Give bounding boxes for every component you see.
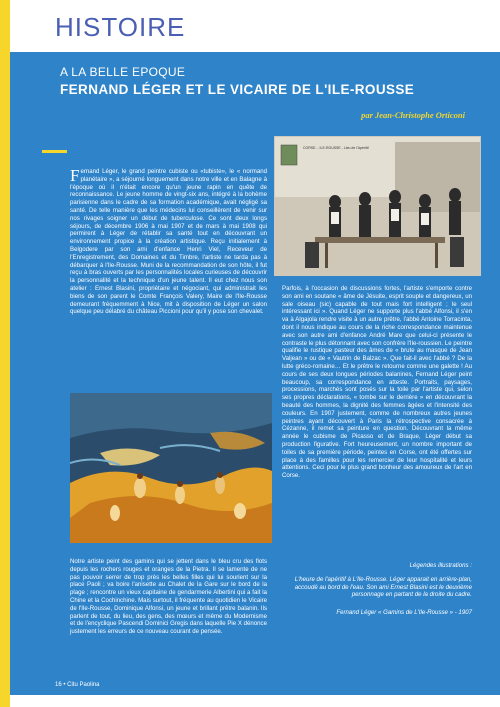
painting-image [70,393,272,543]
legend-photo: L'heure de l'apéritif à L'Ile-Rousse. Léger apparait en arrière-plan, accoudé au bord de l'eau. Son ami Ernest Blasini est le deuxième personnage en partant de la droite du cadre. [294,575,472,599]
postcard-caption: CORSE. - ILE-ROUSSE - Lieu de l'Apéritif [303,146,369,150]
article-column-2: Parfois, à l'occasion de discussions fortes, l'artiste s'emporte contre son ami en soutane « âme de Jésuite, esprit souple et dangereux, un sale oiseau (sic) capable de tout mais fort intelligent ; le seul intéressant ici ». Quand Léger ne supporte plus l'abbé Alfonsi, il s'en va à Algajola rendre visite à un autre prêtre, l'abbé Antoine Torracinta, dont il nous indique au cours de la riche correspondance maintenue avec son autre ami d'enfance André Mare que celui-ci présente le contraste le plus détonnant avec son confrère l'Ile-roussien. Le peintre qualifie le rustique pasteur des âmes de « brute au masque de Jean Valjean » ou de « Vautrin de Balzac ». Que fait-il avec l'abbé ? De la lutte gréco-romaine… Et le prêtre le retourne comme une galette ! Au cours de ses deux longues périodes balanines, Fernand Léger peint beaucoup, sa correspondance en atteste. Portraits, paysages, processions, marchés sont posés sur la toile par l'artiste qui, selon ses propres déclarations, « tombe sur le derrière » en découvrant la beauté des hommes, la dignité des femmes âgées et l'intensité des couleurs. En 1907 justement, comme de nombreux autres jeunes peintres ayant découvert à Paris la rétrospective consacrée à Cézanne, il remet sa peinture en question. Découvrant la même année le cubisme de Picasso et de Braque, Léger début sa production figurative. Fort heureusement, un nombre important de toiles de sa première période, peintes en Corse, ont été offertes sur place à des familles pour les remercier de leur hospitalité et leurs attentions. Ceci pour le plus grand bonheur des amoureux de l'art en Corse. [282,285,472,480]
postcard-image [275,137,480,275]
section-title: HISTOIRE [55,12,186,42]
legend-painting: Fernand Léger « Gamins de L'Ile-Rousse » - 1907 [336,609,472,617]
postcard-photo-aperitif [274,136,481,276]
article-column-1-top [70,168,267,383]
intro-paragraph: ernand Léger, le grand peintre cubiste ou «tubiste», le « normand planétaire », a séjourné longuement dans notre ville et en Balagne à l'époque où il n'était encore qu'un jeune rapin en quête de reconnaissance. Le jeune homme de vingt-six ans, intégré à la bohème parisienne dans le cadre de sa formation académique, avait négligé sa santé. De telle manière que les médecins lui conseillèrent de venir sur nos rivages soigner un début de tuberculose. Ce sont deux longs séjours, de décembre 1906 à mai 1907 et de mars à mai 1908 qui permirent à Léger de rétablir sa santé tout en découvrant un environnement propice à la création artistique. Reçu initialement à Belgodere par son ami d'enfance Henri Viel, Receveur de l'Enregistrement, des Domaines et du Timbre, l'artiste ne tarda pas à débarquer à l'Ile-Rousse. Muni de la recommandation de son hôte, il fut reçu à bras ouverts par les personnalités locales curieuses de découvrir la personnalité et la technique d'un jeune talent. Il eut chez nous son atelier : Ernest Blasini, propriétaire et négociant, qui administrait les biens de son parent le Comte François Valery, Maire de l'Ile-Rousse demeurant fréquemment à Nice, mit à disposition de Léger un salon quelque peu délabré du château Piccioni pour qu'il y pose son chevalet. [70,168,267,316]
article-subtitle: A LA BELLE EPOQUE [60,65,186,79]
painting-gamins-ile-rousse [70,393,272,543]
drop-cap: F [70,166,80,185]
illustration-legends [282,562,472,652]
accent-dash [42,150,67,153]
page-footer: 16 • Citu Paolina [55,682,100,688]
legend-heading: Légendes illustrations : [409,562,472,569]
article-title: FERNAND LÉGER ET LE VICAIRE DE L'ILE-ROUSSE [60,82,415,97]
footer-band [10,695,500,707]
article-author: par Jean-Christophe Orticoni [361,110,465,120]
left-accent-bar [0,0,10,707]
article-column-1-bottom: Notre artiste peint des gamins qui se jettent dans le bleu cru des flots depuis les rochers rouges et oranges de la Pietra. Il se lamente de ne pas pouvoir serrer de trop près les belles filles qui lui sourient sur la place Paoli ; va boire l'anisette au Chalet de la Gare sur le bord de la plage ; rencontre un vieux capitaine de gendarmerie Albertini qui a fait la Chine et la Cochinchine. Mais surtout, il fréquente au quotidien le Vicaire de l'Ile-Rousse, Dominique Alfonsi, un jeune et brillant prêtre balanin. Ils parlent de tout, du lieu, des gens, des mœurs et même du Modernisme et de l'encyclique Pascendi Dominici Gregis dans laquelle Pie X dénonce justement les erreurs de ce nouveau courant de pensée. [70,558,267,636]
